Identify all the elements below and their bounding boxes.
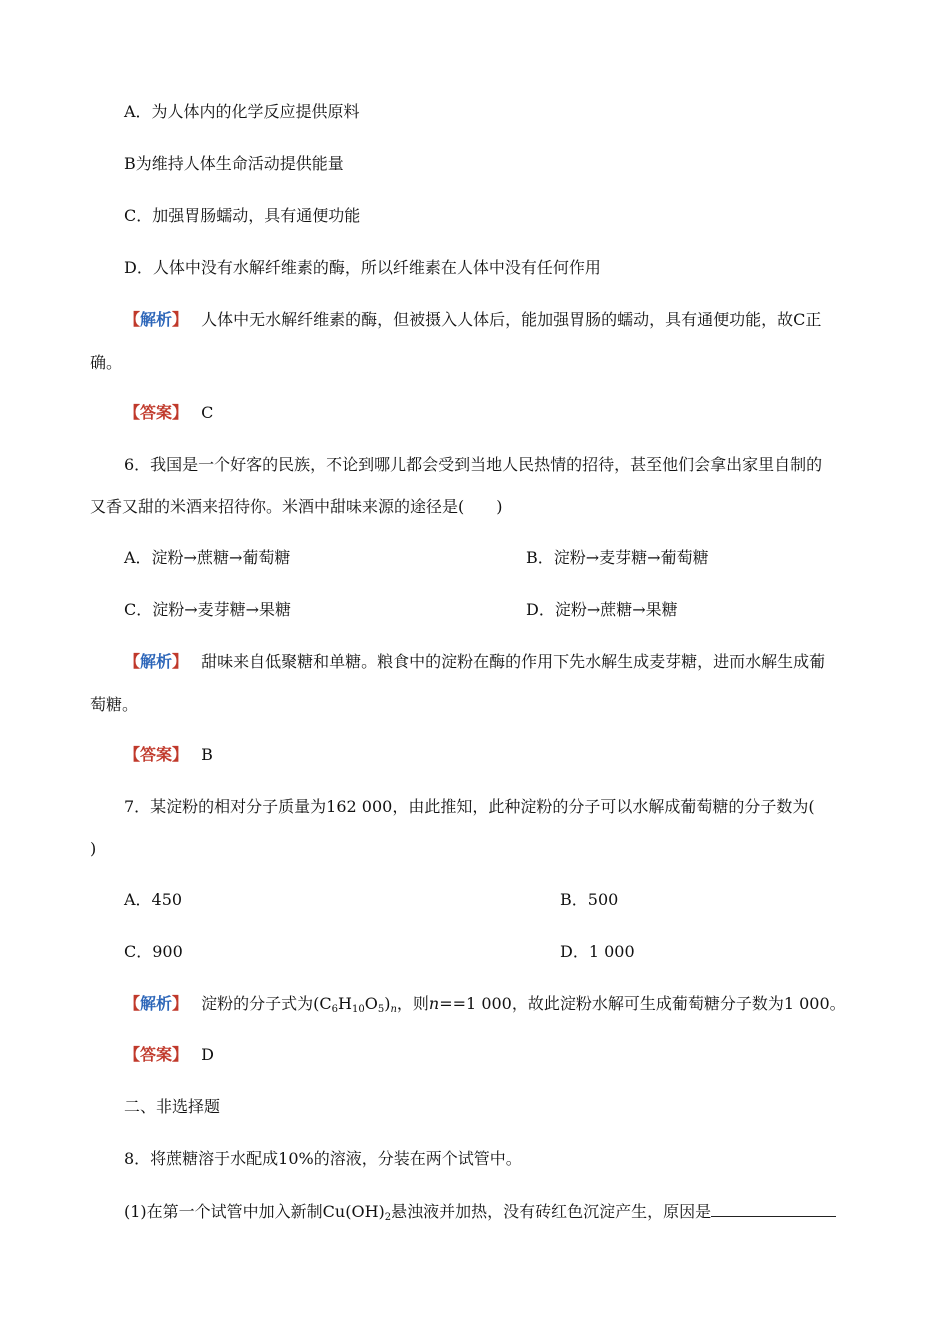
answer-blank[interactable]: [711, 1200, 836, 1217]
answer-tag: 【答案】: [124, 1045, 189, 1064]
q7-option-a: A．450: [124, 890, 183, 909]
q6-stem-cont: 又香又甜的米酒来招待你。米酒中甜味来源的途径是( ): [90, 497, 503, 516]
q6-analysis: 【解析】 甜味来自低聚糖和单糖。粮食中的淀粉在酶的作用下先水解生成麦芽糖，进而水解生成葡: [124, 652, 826, 671]
q6-option-b: B．淀粉→麦芽糖→葡萄糖: [526, 548, 709, 567]
q7-analysis: 【解析】 淀粉的分子式为$(C_6H_{10}O_5)_n$，则n==1 000，故此淀粉水解可生成葡萄糖分子数为1 000。: [124, 994, 846, 1015]
q8-stem: 8．将蔗糖溶于水配成10%的溶液，分装在两个试管中。: [124, 1149, 522, 1168]
section-heading: 二、非选择题: [124, 1097, 221, 1116]
q5-analysis: 【解析】 人体中无水解纤维素的酶，但被摄入人体后，能加强胃肠的蠕动，具有通便功能，故C正: [124, 310, 822, 329]
q5-option-d: D．人体中没有水解纤维素的酶，所以纤维素在人体中没有任何作用: [124, 258, 601, 277]
q8-part1: (1)在第一个试管中加入新制$Cu(OH)_2$悬浊液并加热，没有砖红色沉淀产生，原因是: [124, 1200, 836, 1229]
analysis-tag: 【解析】: [124, 310, 189, 329]
q5-analysis-cont: 确。: [90, 353, 123, 372]
q6-option-a: A．淀粉→蔗糖→葡萄糖: [124, 548, 291, 567]
q6-analysis-cont: 萄糖。: [90, 695, 139, 714]
q7-stem-cont: ): [90, 839, 97, 858]
q5-option-c: C．加强胃肠蠕动，具有通便功能: [124, 206, 361, 225]
q5-answer: 【答案】 C: [124, 403, 214, 422]
analysis-tag: 【解析】: [124, 994, 189, 1013]
q6-option-d: D．淀粉→蔗糖→果糖: [526, 600, 678, 619]
q6-option-c: C．淀粉→麦芽糖→果糖: [124, 600, 292, 619]
q7-stem: 7．某淀粉的相对分子质量为162 000，由此推知，此种淀粉的分子可以水解成葡萄糖的分子数为(: [124, 797, 815, 816]
q7-option-d: D．1 000: [560, 942, 635, 961]
q6-stem: 6．我国是一个好客的民族，不论到哪儿都会受到当地人民热情的招待，甚至他们会拿出家里自制的: [124, 455, 823, 474]
answer-tag: 【答案】: [124, 403, 189, 422]
answer-tag: 【答案】: [124, 745, 189, 764]
q7-answer: 【答案】 D: [124, 1045, 214, 1064]
q6-answer: 【答案】 B: [124, 745, 213, 764]
q5-option-a: A．为人体内的化学反应提供原料: [124, 102, 360, 121]
q5-option-b: B为维持人体生命活动提供能量: [124, 154, 344, 173]
q7-option-c: C．900: [124, 942, 183, 961]
analysis-tag: 【解析】: [124, 652, 189, 671]
q7-option-b: B．500: [560, 890, 619, 909]
